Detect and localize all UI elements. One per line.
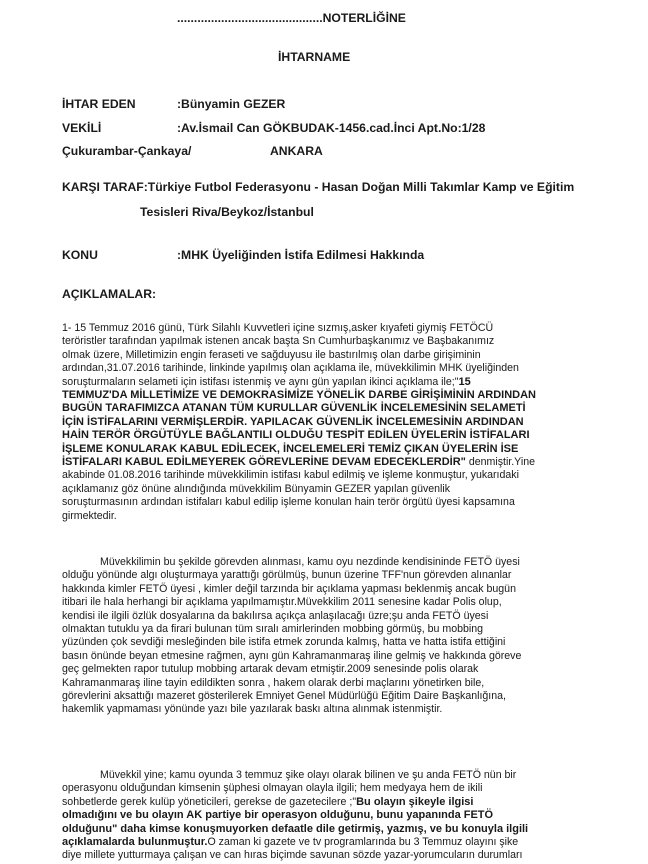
paragraph-3-bold-line: olmadığını ve bu olayın AK partiye bir operasyon olduğunu, bunu yapanında FETÖ	[62, 809, 494, 822]
paragraph-1-text: soruşturmaların selameti için istifası istenmiş ve aynı gün yapılan ikinci açıklama ile;"	[62, 375, 459, 388]
paragraph-1-bold-line: İÇİN İSTİFALARINI VERMİŞLERDİR. YAPILACAK GÜVENLİK İNCELEMESİNİN ARDINDAN	[62, 415, 524, 428]
paragraph-1-line: teröristler tarafından yapılmak istenen ancak başta Sn Cumhurbaşkanımız ve Başbakanımız	[62, 335, 495, 348]
paragraph-2-line: kendisi ile ilgili özlük dosyalarına da bakılırsa açıkça anlaşılacağı üzre;şu anda FETÖ üyesi	[62, 609, 489, 622]
address-line: Çukurambar-Çankaya/	[62, 144, 192, 158]
paragraph-3-bold-text: Bu olayın şikeyle ilgisi	[356, 795, 474, 808]
paragraph-3-text: sohbetlerde gerek kulüp yöneticileri, gerekse de gazetecilere ;"	[62, 795, 357, 808]
paragraph-1-line	[62, 456, 582, 469]
paragraph-3-line: Müvekkil yine; kamu oyunda 3 temmuz şike olayı olarak bilinen ve şu anda FETÖ nün bir	[100, 769, 517, 781]
paragraph-2	[62, 556, 582, 717]
notary-title: ...........................................NOTERLİĞİNE	[177, 11, 406, 25]
paragraph-1-line: ardından,31.07.2016 tarihinde, linkinde yapılmış olan açıklama ile, müvekkilimin MHK üyeliğinden	[62, 362, 519, 375]
paragraph-3-line: diye millete yutturmaya çalışan ve can hıras biçimde savunan sözde yazar-yorumcuların durumları	[62, 849, 523, 862]
paragraph-3-line	[62, 796, 582, 809]
address-city: ANKARA	[270, 144, 323, 158]
paragraph-1-line: olmak üzere, Milletimizin engin feraseti ve sağduyusu ile bastırılmış olan darbe girişiminin	[62, 348, 481, 361]
paragraph-3-bold-text: açıklamalarda bulunmuştur.	[62, 836, 208, 849]
paragraph-3-line: operasyonu olduğundan kimsenin şüphesi olmayan olayla ilgili; hem medyaya hem de ikili	[62, 782, 483, 795]
paragraph-2-line: basın önünde beyan etmesine rağmen, aynı gün Kahramanmaraş iline gelmiş ve hakkında göreve	[62, 649, 522, 662]
paragraph-1-bold-line: İŞLEME KONULARAK KABUL EDİLECEK, İNCELEMELERİ TEMİZ ÇIKAN ÜYELERİN İSE	[62, 442, 519, 455]
paragraph-3-bold-text: daha kimse konuşmuyorken defaatle dile getirmiş, yazmış, ve bu konuyla ilgili	[117, 822, 529, 835]
karsi-taraf-line1: KARŞI TARAF:Türkiye Futbol Federasyonu - Hasan Doğan Milli Takımlar Kamp ve Eğitim	[62, 180, 575, 194]
paragraph-2-line: geç gelmekten rapor tutulup mobbing artarak devam etmiştir.2009 senesinde polis olarak	[62, 663, 479, 676]
document-title: İHTARNAME	[278, 50, 351, 64]
paragraph-3-text: O zaman ki gazete ve tv programlarında bu 3 Temmuz olayını şike	[207, 836, 519, 849]
paragraph-2-line: hakemlik yapmaması yönünde yazı bile yazılarak baskı altına alınmak istenmiştir.	[62, 703, 443, 716]
paragraph-2-line: itibari ile hala herhangi bir açıklama yapılmamıştır.Müvekkilim 2011 senesine kadar Polis olup,	[62, 596, 502, 609]
konu-label: KONU	[62, 248, 98, 262]
paragraph-1-bold-line: HAİN TERÖR ÖRGÜTÜYLE BAĞLANTILI OLDUĞU TESPİT EDİLEN ÜYELERİN İSTİFALARI	[62, 429, 530, 442]
karsi-taraf-line2: Tesisleri Riva/Beykoz/İstanbul	[140, 205, 314, 219]
paragraph-1-line: soruşturmasının ardından istifaları kabul edilip işleme konulan hain terör örgütü üyesi kapsamına	[62, 496, 515, 509]
paragraph-1-line: 1- 15 Temmuz 2016 günü, Türk Silahlı Kuvvetleri içine sızmış,asker kıyafeti giymiş FETÖCÜ	[62, 322, 494, 334]
paragraph-2-line: Müvekkilimin bu şekilde görevden alınması, kamu oyu nezdinde kendisininde FETÖ üyesi	[100, 556, 520, 568]
vekili-label: VEKİLİ	[62, 121, 102, 135]
ihtar-eden-value: :Bünyamin GEZER	[177, 97, 286, 111]
paragraph-1-bold-line: TEMMUZ'DA MİLLETİMİZE VE DEMOKRASİMİZE YÖNELİK DARBE GİRİŞİMİNİN ARDINDAN	[62, 389, 536, 402]
paragraph-1-bold-text: 15	[458, 375, 471, 388]
paragraph-2-line: yüzünden çok sevdiği mesleğinden bile istifa etmek zorunda kalmış, hatta ve hatta istifa ettiğini	[62, 636, 506, 649]
paragraph-2-line: olmaktan tutuklu ya da firari bulunan tüm sıralı amirlerinden mobbing görmüş, bu mobbing	[62, 623, 484, 636]
paragraph-2-line: Kahramanmaraş iline tayin edildikten sonra , hakem olarak derbi maçlarını yönetirken bile,	[62, 676, 485, 689]
paragraph-1-line: açıklamanız göz önüne alındığında müvekkilim Bünyamin GEZER yapılan güvenlik	[62, 482, 451, 495]
konu-value: :MHK Üyeliğinden İstifa Edilmesi Hakkında	[177, 248, 425, 262]
paragraph-1-bold-line: BUGÜN TARAFIMIZCA ATANAN TÜM KURULLAR GÜVENLİK İNCELEMESİNİN SELAMETİ	[62, 402, 526, 415]
paragraph-1	[62, 322, 582, 523]
paragraph-3-bold-text: olduğunu"	[62, 822, 118, 835]
paragraph-3-line	[62, 823, 582, 836]
paragraph-2-line: hakkında kimler FETÖ üyesi , kimler değil tarzında bir açıklama yapması beklenmiş ancak bugün	[62, 582, 516, 595]
aciklamalar-label: AÇIKLAMALAR:	[62, 287, 157, 301]
paragraph-1-line	[62, 376, 582, 389]
paragraph-1-bold-text: İSTİFALARI KABUL EDİLMEYEREK GÖREVLERİNE DEVAM EDECEKLERDİR"	[62, 456, 466, 469]
paragraph-3-line	[62, 836, 582, 849]
paragraph-1-text: denmiştir.Yine	[465, 456, 535, 469]
vekili-value: :Av.İsmail Can GÖKBUDAK-1456.cad.İnci Apt.No:1/28	[177, 121, 486, 135]
ihtar-eden-label: İHTAR EDEN	[62, 97, 136, 111]
paragraph-3	[62, 769, 582, 863]
paragraph-2-line: olduğu yönünde algı oluşturmaya yarattığı görülmüş, bunun üzerine TFF'nun görevden alınanlar	[62, 569, 512, 582]
paragraph-2-line: görevlerini aksattığı mazeret gösterilerek Emniyet Genel Müdürlüğü Eğitim Daire Başkanlığına,	[62, 690, 506, 703]
paragraph-1-line: girmektedir.	[62, 509, 117, 522]
paragraph-1-line: akabinde 01.08.2016 tarihinde müvekkilimin istifası kabul edilmiş ve işleme konmuştur, yukarıdaki	[62, 469, 519, 482]
